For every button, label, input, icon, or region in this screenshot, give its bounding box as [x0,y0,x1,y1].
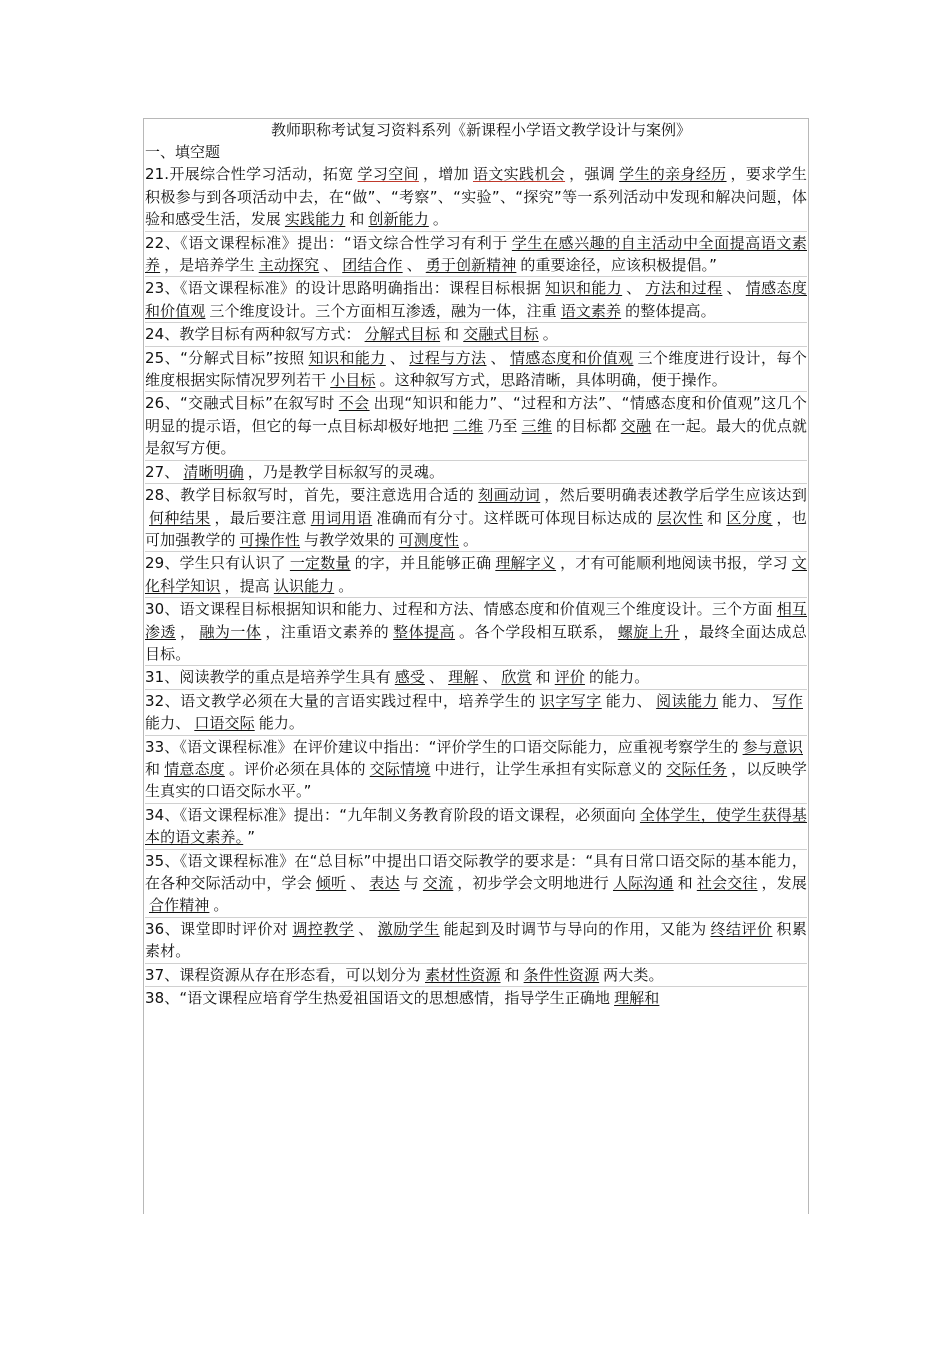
answer-blank: 阅读能力 [656,691,719,710]
answer-blank: 调控教学 [292,919,355,938]
answer-blank: 情感态度和价值观 [509,348,634,367]
answer-blank: 过程与方法 [409,348,487,367]
question-text: 29、学生只有认识了 [145,554,286,573]
question-text: ，注重语文素养的 [265,622,390,641]
question-item [145,551,807,597]
answer-blank: 倾听 [315,874,347,892]
answer-blank: 螺旋上升 [617,622,680,641]
question-text: 38、“语文课程应培育学生热爱祖国语文的思想感情，指导学生正确地 [145,989,611,1008]
question-text: 33、《语文课程标准》在评价建议中指出：“评价学生的口语交际能力，应重视考察学生的 [145,737,739,756]
question-text: 、 [429,668,445,687]
question-item [145,597,807,665]
answer-blank: 可测度性 [398,530,460,549]
question-item [145,735,807,803]
question-text: 。各个学段相互联系， [459,622,614,641]
question-text: 积累素材。 [145,919,807,961]
question-item [145,231,807,277]
answer-blank: 相互渗透 [145,600,807,641]
answer-blank: 人际沟通 [612,874,674,892]
question-text: 、 [323,256,339,275]
question-text: 、 [350,874,366,892]
question-item [145,849,807,917]
answer-blank: 不会 [338,394,370,413]
answer-blank: 小目标 [330,371,376,390]
question-text: 、 [358,919,374,938]
question-text: ，增加 [422,165,469,184]
question-item [145,322,807,345]
question-text: ，然后要明确表述教学后学生应该达到 [544,486,807,505]
answer-blank: 勇于创新精神 [425,256,517,275]
answer-blank: 主动探究 [258,256,320,275]
answer-blank: 一定数量 [289,554,351,573]
answer-blank: 交融 [620,416,652,435]
question-text: ，初步学会文明地进行 [457,874,609,892]
question-text: 的重要途径，应该积极提倡。” [520,256,718,275]
question-text: ， [179,622,196,641]
question-text: 。 [542,325,558,344]
answer-blank: 写作 [772,691,803,710]
question-text: 的目标都 [556,416,617,435]
question-item [145,391,807,459]
question-text: 、 [482,668,498,687]
answer-blank: 素材性资源 [425,965,501,984]
question-text: 30、语文课程目标根据知识和能力、过程和方法、情感态度和价值观三个维度设计。三个方面 [145,600,773,619]
question-text: 乃至 [487,416,518,435]
question-text: 和 [444,325,460,344]
answer-blank: 融为一体 [199,622,262,641]
answer-blank: 理解 [448,668,479,687]
answer-blank: 交融式目标 [463,325,539,344]
question-text: 26、“交融式目标”在叙写时 [145,394,335,413]
question-text: 28、教学目标叙写时，首先，要注意选用合适的 [145,486,475,505]
answer-blank: 清晰明确 [183,462,244,481]
question-text: 、 [626,279,642,298]
question-text: 的能力。 [588,668,650,687]
question-item [145,803,807,849]
answer-blank: 终结评价 [710,919,773,938]
document-title: 教师职称考试复习资料系列《新课程小学语文教学设计与案例》 [270,121,691,139]
answer-blank: 情意态度 [164,759,225,778]
answer-blank: 识字写字 [539,691,602,710]
question-text: 。 [338,576,354,595]
question-text: 。 [432,210,448,229]
answer-blank: 情感态度和价值观 [145,279,807,320]
answer-blank: 全体学生，使学生获得基本的语文素养。 [145,805,807,847]
question-text: 能力、 [145,714,191,733]
question-text: 。 [213,896,229,915]
answer-blank: 二维 [452,416,484,435]
answer-blank: 欣赏 [501,668,532,687]
question-text: ，乃是教学目标叙写的灵魂。 [247,462,445,481]
question-text: ，是培养学生 [164,256,255,275]
question-item [145,163,807,230]
answer-blank: 交流 [422,874,454,892]
question-text: 的字，并且能够正确 [354,554,492,573]
answer-blank: 创新能力 [368,210,429,229]
answer-blank: 学生的亲身经历 [619,165,727,184]
question-text: ，强调 [569,165,616,184]
answer-blank: 三维 [521,416,553,435]
answer-blank: 参与意识 [742,737,803,756]
question-text: 。这种叙写方式，思路清晰，具体明确，便于操作。 [379,371,727,390]
question-item [145,689,807,735]
answer-blank: 文化科学知识 [145,554,807,595]
answer-blank: 合作精神 [149,896,210,915]
question-text: 23、《语文课程标准》的设计思路明确指出：课程目标根据 [145,279,542,298]
document-body [144,141,808,1009]
question-text: 、 [406,256,422,275]
question-text: 能力、 [722,691,769,710]
question-text: ，发展 [761,874,807,892]
question-item [145,276,807,322]
section-heading: 一、填空题 [145,143,221,161]
question-text: 三个维度设计。三个方面相互渗透，融为一体，注重 [209,301,557,320]
question-text: 21.开展综合性学习活动，拓宽 [145,165,354,184]
question-item [145,346,807,392]
question-text: ，提高 [224,576,270,595]
question-text: 出现“知识和能力”、“过程和方法”、“情感态度和价值观”这几个明显的提示语，但它的每一点目标却极好地把 [145,394,807,435]
answer-blank: 交际任务 [666,759,728,778]
question-text: 、 [726,279,742,298]
answer-blank: 理解和 [614,989,660,1008]
answer-blank: 团结合作 [342,256,403,275]
question-text: 和 [535,668,551,687]
document-page [143,118,809,1214]
question-text: ，最终全面达成总目标。 [145,622,808,663]
answer-blank: 知识和能力 [545,279,623,298]
question-text: 34、《语文课程标准》提出：“九年制义务教育阶段的语文课程，必须面向 [145,805,636,824]
question-text: 31、阅读教学的重点是培养学生具有 [145,668,391,687]
answer-blank: 评价 [554,668,585,687]
question-item [145,917,807,963]
answer-blank: 分解式目标 [364,325,441,344]
answer-blank: 条件性资源 [523,965,600,984]
answer-blank: 社会交往 [696,874,758,892]
answer-blank: 可操作性 [239,530,301,549]
question-text: 两大类。 [603,965,664,984]
question-text: 24、教学目标有两种叙写方式： [145,325,361,344]
answer-blank: 刻画动词 [478,486,541,505]
question-item [145,665,807,688]
answer-blank: 方法和过程 [645,279,723,298]
question-text: 和 [349,210,365,229]
answer-blank: 实践能力 [284,210,346,229]
question-text: 与教学效果的 [304,530,395,549]
question-text: 准确而有分寸。这样既可体现目标达成的 [376,508,653,527]
question-text: 与 [403,874,419,892]
question-text: 的整体提高。 [625,301,716,320]
answer-blank: 区分度 [726,508,773,527]
question-text: 36、课堂即时评价对 [145,919,289,938]
answer-blank: 感受 [394,668,425,687]
question-text: ，也可加强教学的 [145,508,807,549]
question-text: ，要求学生积极参与到各项活动中去，在“做”、“考察”、“实验”、“探究”等一系列活动中发现和解决问题，体验和感受生活，发展 [145,165,808,229]
question-text: ，以反映学生真实的口语交际水平。” [145,759,807,801]
question-text: 和 [677,874,693,892]
question-text: 37、课程资源从存在形态看，可以划分为 [145,965,421,984]
question-text: 和 [707,508,723,527]
question-text: 。 [463,530,479,549]
answer-blank: 语文实践机会 [472,165,566,184]
question-text: 和 [504,965,520,984]
answer-blank: 口语交际 [194,714,255,733]
question-text: 。评价必须在具体的 [228,759,366,778]
question-text: 32、语文教学必须在大量的言语实践过程中，培养学生的 [145,691,536,710]
answer-blank: 层次性 [656,508,704,527]
question-text: 中进行，让学生承担有实际意义的 [434,759,663,778]
question-item [145,963,807,986]
question-text: 能力。 [258,714,305,733]
answer-blank: 学习空间 [357,165,419,184]
question-text: ，才有可能顺利地阅读书报，学习 [560,554,788,573]
question-text: ，最后要注意 [214,508,307,527]
answer-blank: 用词用语 [310,508,373,527]
question-item [145,483,807,551]
question-text: 在一起。最大的优点就是叙写方便。 [145,416,808,458]
answer-blank: 认识能力 [273,576,335,595]
question-text: 27、 [145,462,180,481]
answer-blank: 交际情境 [369,759,431,778]
answer-blank: 整体提高 [393,622,455,641]
question-text: 25、“分解式目标”按照 [145,348,305,367]
question-text: 、 [389,348,406,367]
answer-blank: 何种结果 [149,508,211,527]
question-text: 和 [145,759,161,778]
answer-blank: 语文素养 [560,301,622,320]
question-list [145,163,807,1009]
answer-blank: 理解字义 [495,554,557,573]
question-text: 22、《语文课程标准》提出：“语文综合性学习有利于 [145,233,508,252]
question-item [145,460,807,483]
answer-blank: 知识和能力 [308,348,386,367]
question-text: 、 [490,348,506,367]
answer-blank: 激励学生 [377,919,440,938]
question-text: ” [247,828,256,847]
answer-blank: 表达 [369,874,400,892]
question-text: 能力、 [605,691,653,710]
question-text: 能起到及时调节与导向的作用，又能为 [443,919,707,938]
question-text: 三个维度进行设计，每个维度根据实际情况罗列若干 [145,348,807,390]
question-text: 35、《语文课程标准》在“总目标”中提出口语交际教学的要求是：“具有日常口语交际的基本能力，在各种交际活动中，学会 [145,851,807,892]
answer-blank: 学生在感兴趣的自主活动中全面提高语文素养 [145,233,807,275]
question-item [145,986,807,1009]
